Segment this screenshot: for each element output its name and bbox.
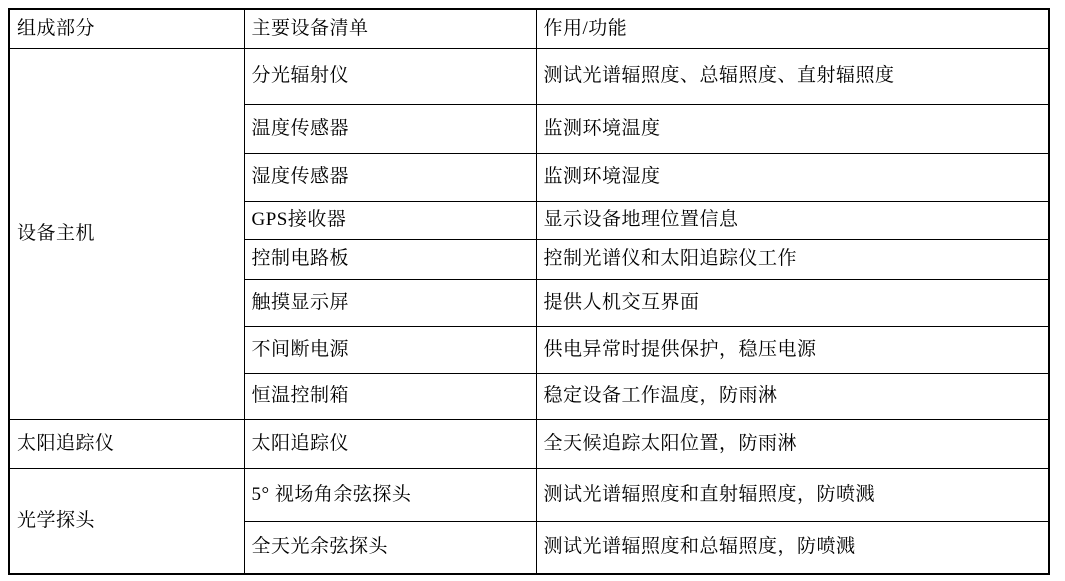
equipment-cell: 控制电路板 [244,239,536,279]
equipment-cell: 太阳追踪仪 [244,419,536,468]
function-cell: 监测环境温度 [536,104,1049,153]
component-cell-sun-tracker: 太阳追踪仪 [9,419,244,468]
equipment-cell: 全天光余弦探头 [244,521,536,574]
equipment-cell: 不间断电源 [244,326,536,373]
equipment-cell: 湿度传感器 [244,153,536,201]
equipment-cell: 5° 视场角余弦探头 [244,468,536,521]
function-cell: 测试光谱辐照度、总辐照度、直射辐照度 [536,48,1049,104]
equipment-cell: 温度传感器 [244,104,536,153]
component-cell-host: 设备主机 [9,48,244,419]
table-row [9,48,1049,104]
table-header-row [9,9,1049,48]
equipment-cell: GPS接收器 [244,201,536,239]
header-equipment: 主要设备清单 [244,9,536,48]
function-cell: 控制光谱仪和太阳追踪仪工作 [536,239,1049,279]
header-function: 作用/功能 [536,9,1049,48]
function-cell: 测试光谱辐照度和总辐照度，防喷溅 [536,521,1049,574]
equipment-function-table [8,8,1050,575]
equipment-cell: 分光辐射仪 [244,48,536,104]
header-component: 组成部分 [9,9,244,48]
table-row [9,419,1049,468]
function-cell: 显示设备地理位置信息 [536,201,1049,239]
function-cell: 提供人机交互界面 [536,279,1049,326]
function-cell: 稳定设备工作温度，防雨淋 [536,373,1049,419]
equipment-cell: 恒温控制箱 [244,373,536,419]
function-cell: 供电异常时提供保护，稳压电源 [536,326,1049,373]
table-row [9,468,1049,521]
function-cell: 测试光谱辐照度和直射辐照度，防喷溅 [536,468,1049,521]
function-cell: 全天候追踪太阳位置，防雨淋 [536,419,1049,468]
equipment-cell: 触摸显示屏 [244,279,536,326]
function-cell: 监测环境湿度 [536,153,1049,201]
component-cell-optical-probe: 光学探头 [9,468,244,574]
